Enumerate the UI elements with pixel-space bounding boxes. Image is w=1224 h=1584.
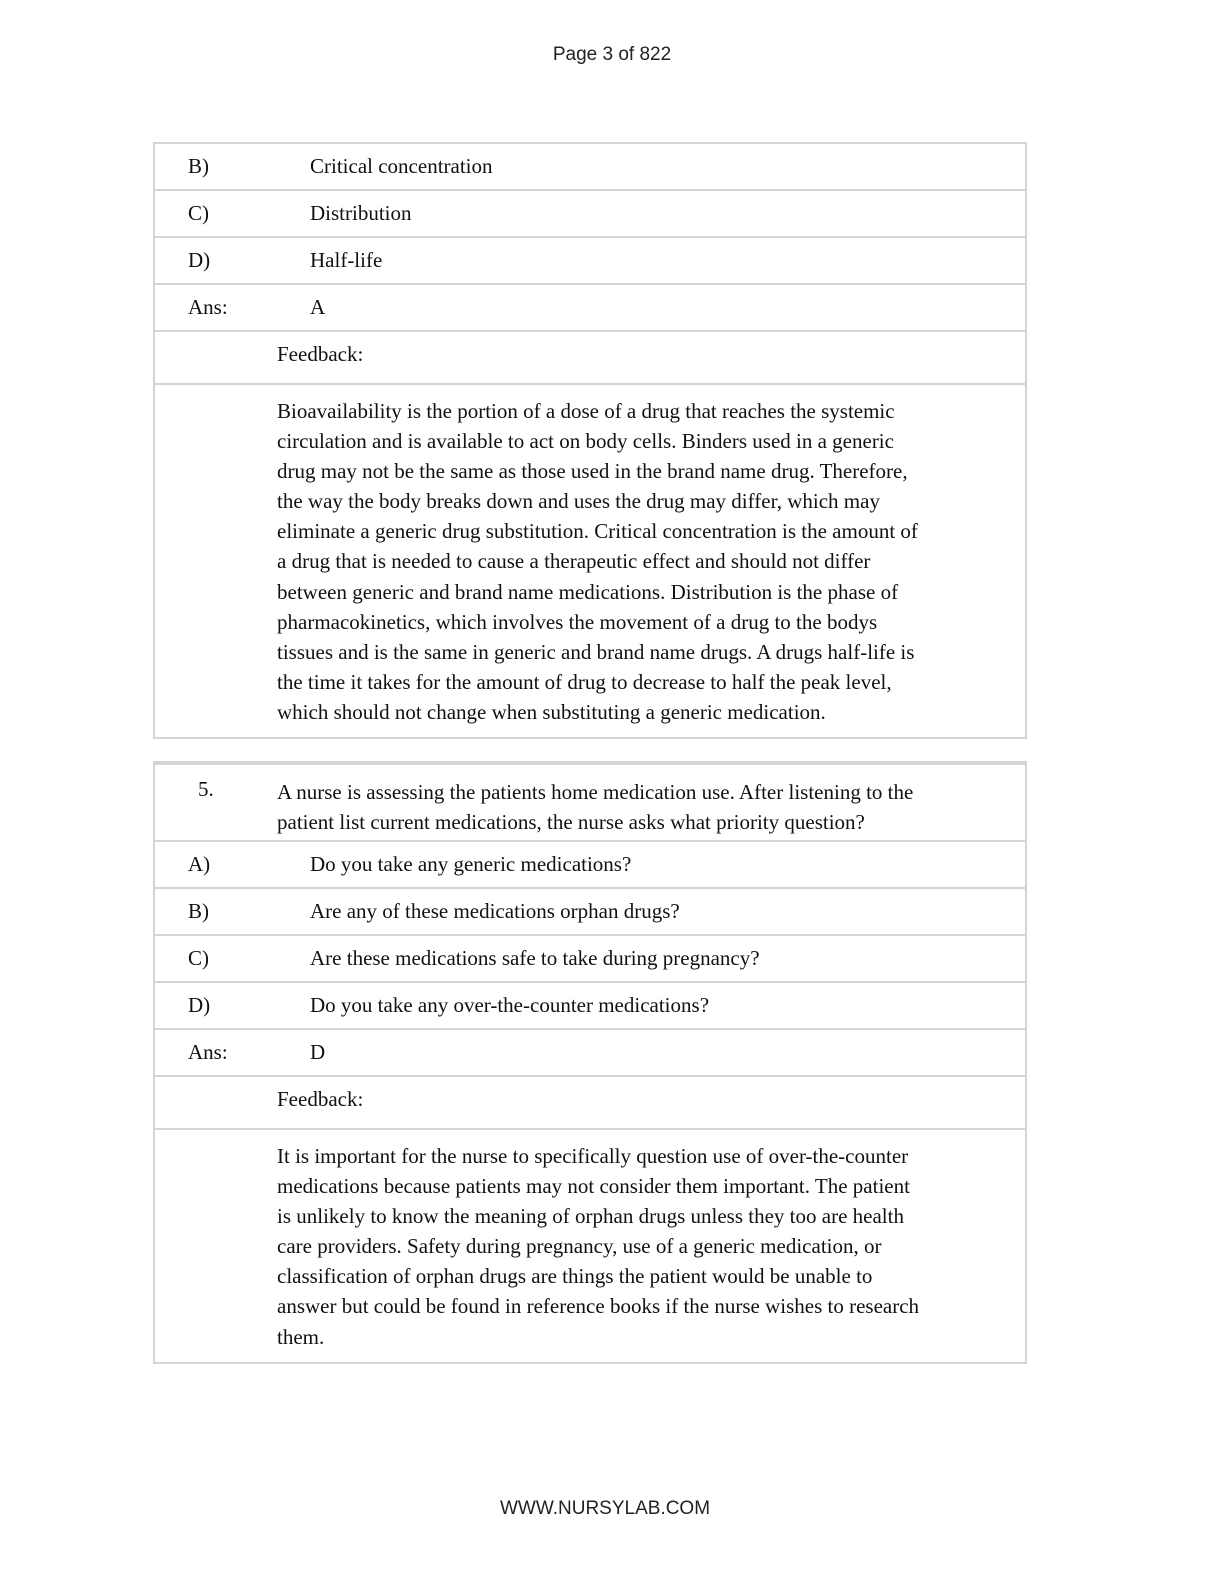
- answer-label: Ans:: [188, 1040, 228, 1064]
- answer-value: A: [310, 295, 326, 319]
- option-row-d: [155, 238, 1025, 285]
- option-label: C): [188, 946, 209, 970]
- answer-row: [155, 1030, 1025, 1077]
- feedback-line: which should not change when substituting a generic medication.: [277, 699, 826, 724]
- feedback-line: It is important for the nurse to specifically question use of over-the-counter: [277, 1144, 909, 1168]
- option-text: Do you take any generic medications?: [310, 852, 632, 876]
- question-text: [277, 777, 987, 837]
- option-label: B): [188, 899, 209, 923]
- feedback-line: eliminate a generic drug substitution. Critical concentration is the amount of: [277, 519, 918, 544]
- option-row-c: [155, 191, 1025, 238]
- feedback-line: Bioavailability is the portion of a dose of a drug that reaches the systemic: [277, 399, 895, 423]
- feedback-line: drug may not be the same as those used in the brand name drug. Therefore,: [277, 459, 908, 484]
- site-footer: WWW.NURSYLAB.COM: [499, 1498, 711, 1519]
- option-text: Critical concentration: [310, 154, 493, 178]
- option-label: A): [188, 852, 211, 876]
- feedback-header-row: [155, 1077, 1025, 1130]
- question-4-table: [153, 142, 1027, 739]
- answer-row: [155, 285, 1025, 332]
- feedback-line: the time it takes for the amount of drug to decrease to half the peak level,: [277, 669, 892, 694]
- question-row: [155, 765, 1025, 842]
- feedback-line: care providers. Safety during pregnancy, use of a generic medication, or: [277, 1234, 882, 1259]
- option-text: Do you take any over-the-counter medications?: [310, 993, 710, 1017]
- option-row-d: [155, 983, 1025, 1030]
- option-label: C): [188, 201, 209, 225]
- feedback-text-row: [155, 1130, 1025, 1362]
- feedback-line: tissues and is the same in generic and brand name drugs. A drugs half-life is: [277, 639, 915, 664]
- feedback-line: them.: [277, 1324, 325, 1349]
- feedback-text-row: [155, 385, 1025, 737]
- option-row-c: [155, 936, 1025, 983]
- feedback-line: pharmacokinetics, which involves the movement of a drug to the bodys: [277, 609, 878, 634]
- feedback-line: classification of orphan drugs are things the patient would be unable to: [277, 1264, 873, 1289]
- question-5-table: [153, 761, 1027, 1364]
- feedback-line: medications because patients may not consider them important. The patient: [277, 1174, 910, 1199]
- option-text: Half-life: [310, 248, 383, 272]
- feedback-label: Feedback:: [277, 342, 364, 366]
- feedback-line: between generic and brand name medications. Distribution is the phase of: [277, 579, 899, 604]
- question-line: A nurse is assessing the patients home medication use. After listening to the: [277, 780, 914, 804]
- option-row-b: [155, 889, 1025, 936]
- option-label: B): [188, 154, 209, 178]
- option-label: D): [188, 993, 211, 1017]
- feedback-text: [155, 1130, 987, 1362]
- feedback-text: [155, 385, 987, 737]
- feedback-label: Feedback:: [277, 1087, 364, 1111]
- feedback-line: the way the body breaks down and uses the drug may differ, which may: [277, 489, 880, 514]
- answer-value: D: [310, 1040, 326, 1064]
- feedback-line: a drug that is needed to cause a therapeutic effect and should not differ: [277, 549, 871, 574]
- option-text: Distribution: [310, 201, 412, 225]
- answer-label: Ans:: [188, 295, 228, 319]
- feedback-header-row: [155, 332, 1025, 385]
- option-text: Are any of these medications orphan drugs?: [310, 899, 680, 923]
- page-number-header: Page 3 of 822: [552, 44, 672, 65]
- option-label: D): [188, 248, 211, 272]
- feedback-line: answer but could be found in reference books if the nurse wishes to research: [277, 1294, 920, 1319]
- feedback-line: circulation and is available to act on body cells. Binders used in a generic: [277, 429, 894, 454]
- option-row-b: [155, 144, 1025, 191]
- option-text: Are these medications safe to take during pregnancy?: [310, 946, 760, 970]
- question-line: patient list current medications, the nurse asks what priority question?: [277, 810, 865, 834]
- feedback-line: is unlikely to know the meaning of orphan drugs unless they too are health: [277, 1204, 904, 1229]
- option-row-a: [155, 842, 1025, 889]
- question-number: 5.: [198, 777, 214, 801]
